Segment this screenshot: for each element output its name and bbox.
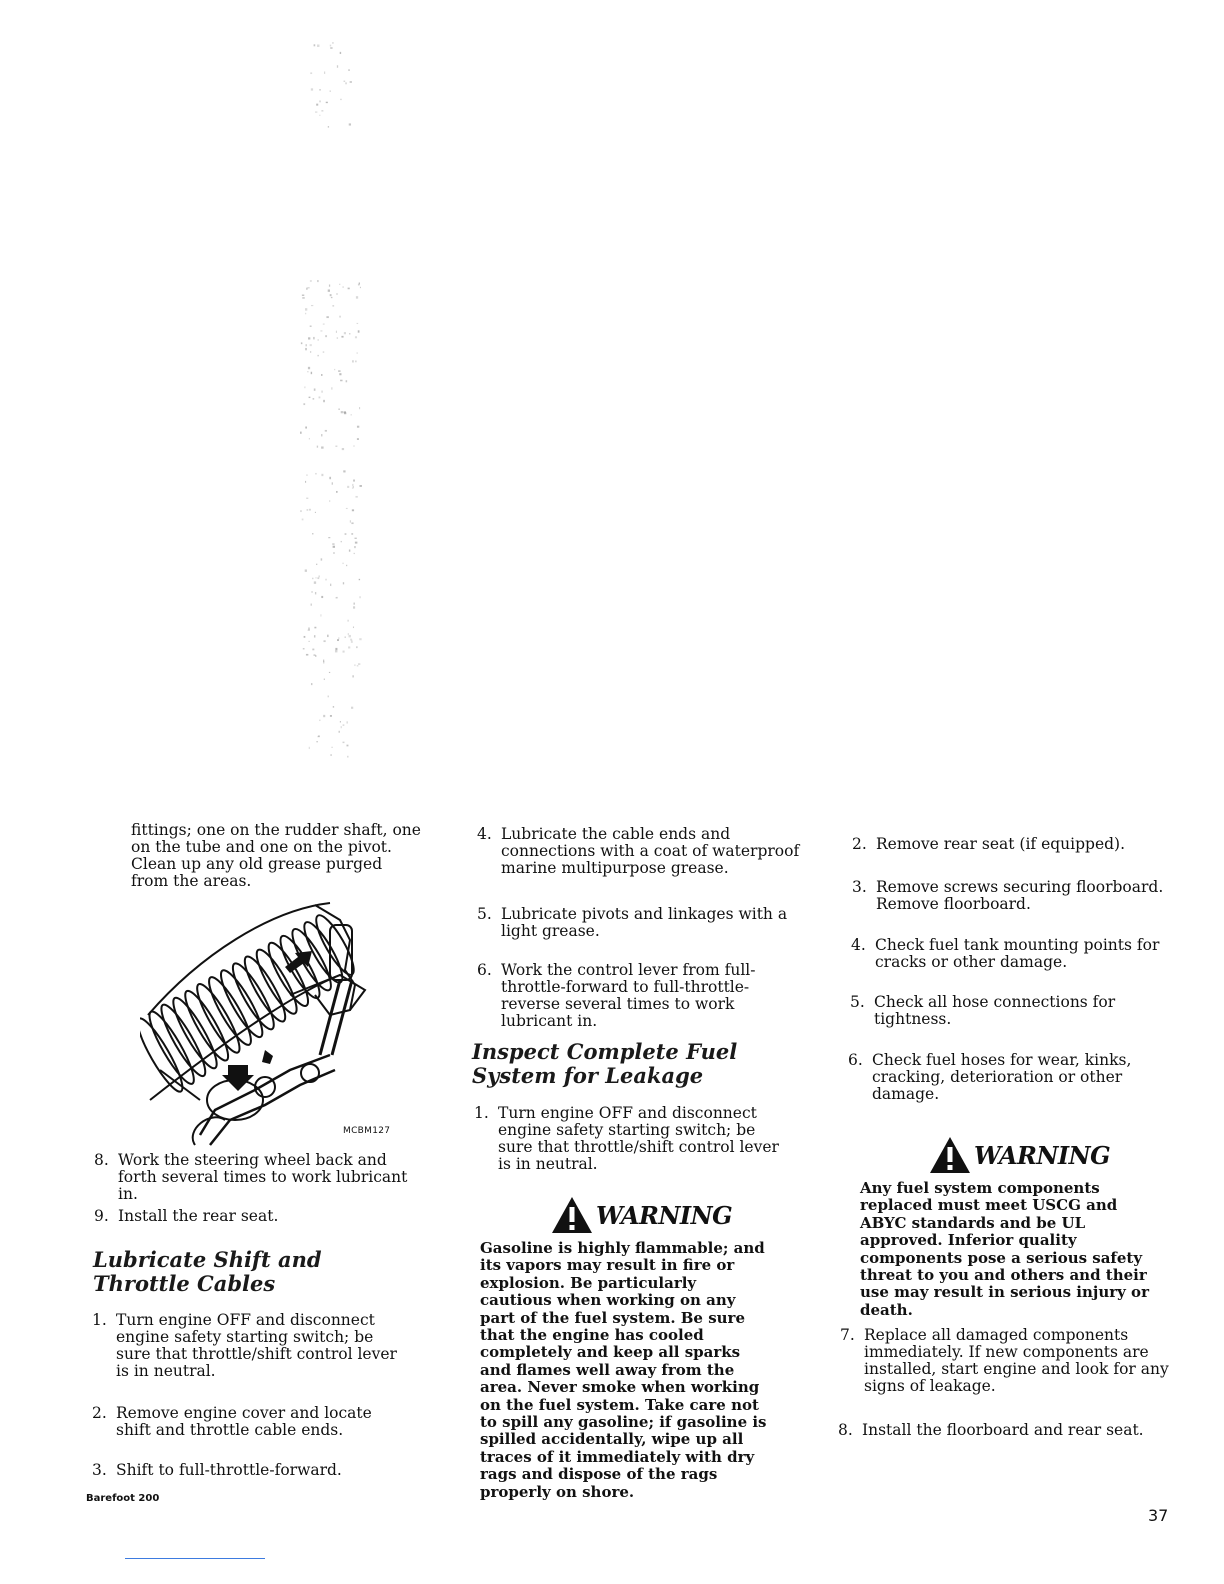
step-number: 4.: [477, 825, 492, 843]
step-text: Remove screws securing floorboard. Remove floorboard.: [876, 878, 1164, 913]
warning-triangle-icon: [550, 1195, 594, 1235]
step-number: 8.: [94, 1151, 109, 1169]
steering-lubrication-figure: [140, 895, 400, 1150]
footer-model: Barefoot 200: [86, 1493, 160, 1504]
step-text: Check all hose connections for tightness.: [874, 993, 1116, 1028]
step-text: Replace all damaged components immediately. If new components are installed, start engine and look for any signs of leakage.: [864, 1326, 1169, 1395]
warning-title: WARNING: [596, 1200, 733, 1230]
divider: [125, 1558, 265, 1559]
step-number: 1.: [92, 1311, 107, 1329]
step-text: Turn engine OFF and disconnect engine safety starting switch; be sure that throttle/shift control lever is in neutral.: [498, 1104, 779, 1173]
step-number: 8.: [838, 1421, 853, 1439]
step-number: 7.: [840, 1326, 855, 1344]
warning-triangle-icon: [928, 1135, 972, 1175]
step-number: 3.: [92, 1461, 107, 1479]
step-text: Shift to full-throttle-forward.: [116, 1461, 342, 1479]
step-number: 5.: [477, 905, 492, 923]
step-text: Remove engine cover and locate shift and throttle cable ends.: [116, 1404, 372, 1439]
step-text: Remove rear seat (if equipped).: [876, 835, 1126, 853]
step-text: Check fuel tank mounting points for cracks or other damage.: [875, 936, 1160, 971]
step-number: 2.: [852, 835, 867, 853]
figure-code: MCBM127: [343, 1126, 391, 1136]
step-number: 1.: [474, 1104, 489, 1122]
step-text: Install the rear seat.: [118, 1207, 279, 1225]
step-number: 2.: [92, 1404, 107, 1422]
step-number: 6.: [848, 1051, 863, 1069]
step-text: Lubricate the cable ends and connections with a coat of waterproof marine multipurpose grease.: [501, 825, 800, 877]
step-text: Work the control lever from full-throttle-forward to full-throttle-reverse several times to work lubricant in.: [501, 961, 756, 1030]
warning-header: [550, 1195, 732, 1235]
section-heading-lubricate-cables: Lubricate Shift and Throttle Cables: [93, 1247, 322, 1296]
step-number: 4.: [851, 936, 866, 954]
step-number: 5.: [850, 993, 865, 1011]
step-number: 6.: [477, 961, 492, 979]
step-text: Turn engine OFF and disconnect engine safety starting switch; be sure that throttle/shift control lever is in neutral.: [116, 1311, 397, 1380]
warning-header: [928, 1135, 1110, 1175]
step-text: Check fuel hoses for wear, kinks, cracking, deterioration or other damage.: [872, 1051, 1132, 1103]
warning-title: WARNING: [974, 1140, 1111, 1170]
warning-text: Gasoline is highly flammable; and its vapors may result in fire or explosion. Be particularly cautious when working on any part of the fuel system. Be sure that the engine has cooled completely and keep all sparks and flames well away from the area. Never smoke when working on the fuel system. Take care not to spill any gasoline; if gasoline is spilled accidentally, wipe up all traces of it immediately with dry rags and dispose of the rags properly on shore.: [480, 1239, 767, 1501]
step-number: 9.: [94, 1207, 109, 1225]
section-heading-inspect-fuel: Inspect Complete Fuel System for Leakage: [472, 1039, 738, 1088]
page-number: 37: [1148, 1506, 1169, 1525]
step-text: Lubricate pivots and linkages with a light grease.: [501, 905, 788, 940]
step-text: Work the steering wheel back and forth several times to work lubricant in.: [118, 1151, 408, 1203]
col1-intro: fittings; one on the rudder shaft, one on the tube and one on the pivot. Clean up any old grease purged from the areas.: [131, 821, 421, 890]
corrugated-hose: [140, 911, 360, 1096]
step-text: Install the floorboard and rear seat.: [862, 1421, 1144, 1439]
warning-text: Any fuel system components replaced must meet USCG and ABYC standards and be UL approved. Inferior quality components pose a serious safety threat to you and others and their use may result in serious injury or death.: [860, 1179, 1149, 1319]
step-number: 3.: [852, 878, 867, 896]
